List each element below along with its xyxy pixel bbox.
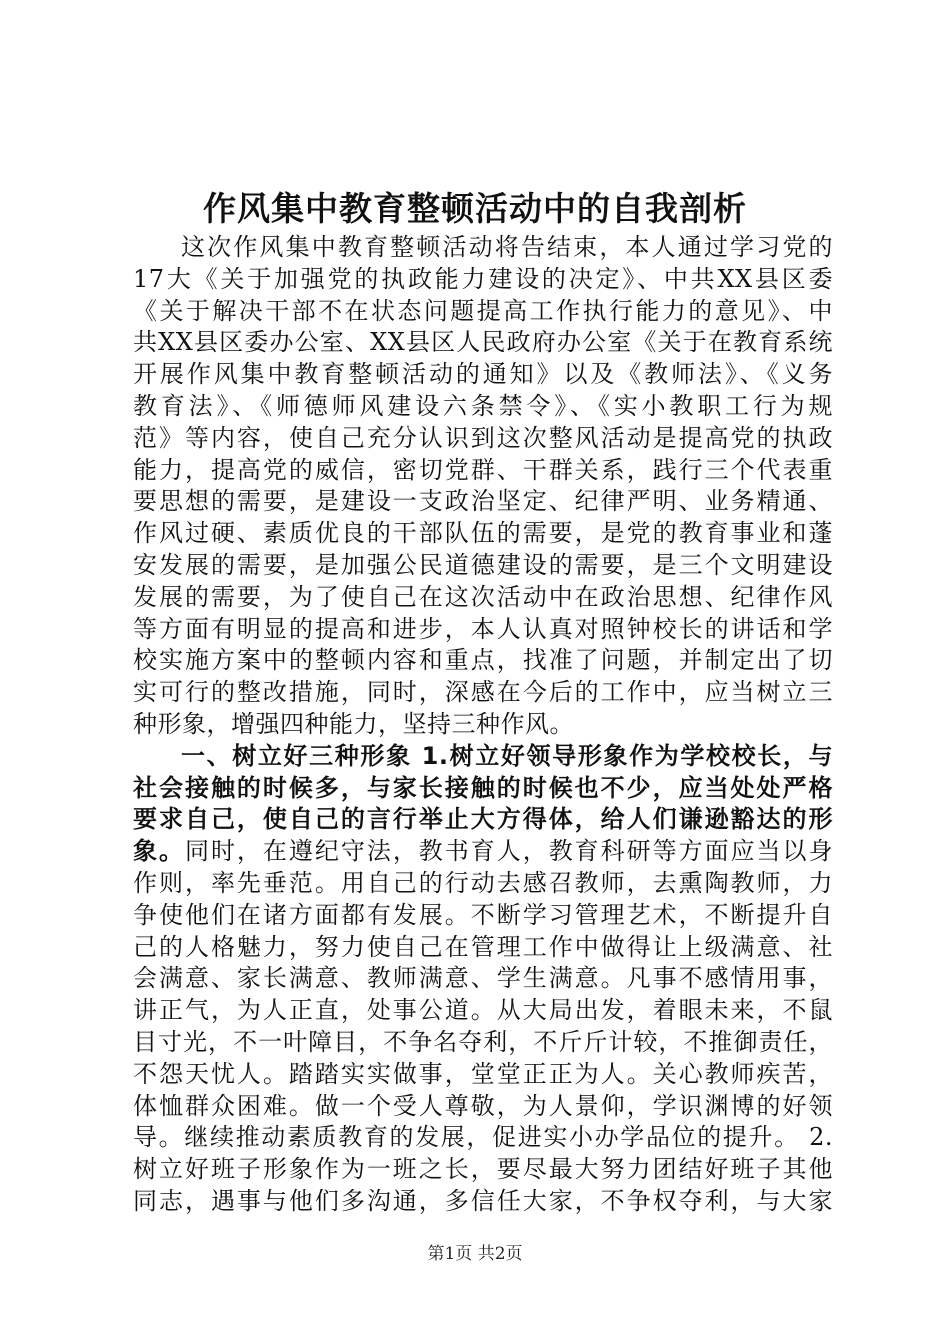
text-line: 校实施方案中的整顿内容和重点，找准了问题，并制定出了切 xyxy=(133,646,833,675)
text-line: 争使他们在诸方面都有发展。不断学习管理艺术，不断提升自 xyxy=(133,900,833,929)
text-line: 范》等内容，使自己充分认识到这次整风活动是提高党的执政 xyxy=(133,423,833,452)
text-line: 《关于解决干部不在状态问题提高工作执行能力的意见》、中 xyxy=(133,296,833,325)
text-line: 实可行的整改措施，同时，深感在今后的工作中，应当树立三 xyxy=(133,678,833,707)
text-line: 开展作风集中教育整顿活动的通知》以及《教师法》、《义务 xyxy=(133,360,833,389)
bold-text-line: 社会接触的时候多，与家长接触的时候也不少，应当处处严格 xyxy=(133,773,833,802)
text-line: 作风过硬、素质优良的干部队伍的需要，是党的教育事业和蓬 xyxy=(133,519,833,548)
text-line: 要思想的需要，是建设一支政治坚定、纪律严明、业务精通、 xyxy=(133,487,833,516)
text-fragment: 同时，在遵纪守法，教书育人，教育科研等方面应当以身 xyxy=(184,837,834,866)
text-line: 树立好班子形象作为一班之长，要尽最大努力团结好班子其他 xyxy=(133,1155,833,1184)
text-line: 不怨天忧人。踏踏实实做事，堂堂正正为人。关心教师疾苦， xyxy=(133,1059,833,1088)
text-line: 会满意、家长满意、教师满意、学生满意。凡事不感情用事， xyxy=(133,964,833,993)
document-body xyxy=(133,232,833,1218)
text-line: 安发展的需要，是加强公民道德建设的需要，是三个文明建设 xyxy=(133,550,833,579)
text-line: 作则，率先垂范。用自己的行动去感召教师，去熏陶教师，力 xyxy=(133,868,833,897)
bold-text-fragment: 象。 xyxy=(133,837,185,866)
text-line: 体恤群众困难。做一个受人尊敬，为人景仰，学识渊博的好领 xyxy=(133,1091,833,1120)
text-line: 这次作风集中教育整顿活动将告结束，本人通过学习党的 xyxy=(181,233,833,261)
bold-text-line: 要求自己，使自己的言行举止大方得体，给人们谦逊豁达的形 xyxy=(133,805,833,834)
text-line: 导。继续推动素质教育的发展，促进实小办学品位的提升。 2. xyxy=(133,1123,833,1152)
text-line: 等方面有明显的提高和进步，本人认真对照钟校长的讲话和学 xyxy=(133,614,833,643)
text-line: 讲正气，为人正直，处事公道。从大局出发，着眼未来，不鼠 xyxy=(133,996,833,1025)
text-line: 教育法》、《师德师风建设六条禁令》、《实小教职工行为规 xyxy=(133,391,833,420)
page-title: 作风集中教育整顿活动中的自我剖析 xyxy=(203,189,747,228)
mixed-text-line xyxy=(133,836,833,868)
text-line: 同志，遇事与他们多沟通，多信任大家，不争权夺利，与大家 xyxy=(133,1186,833,1215)
text-line: 己的人格魅力，努力使自己在管理工作中做得让上级满意、社 xyxy=(133,932,833,961)
page-number-footer: 第1页 共2页 xyxy=(427,1244,523,1264)
text-line: 17大《关于加强党的执政能力建设的决定》、中共XX县区委 xyxy=(133,264,833,293)
text-line: 种形象，增强四种能力，坚持三种作风。 xyxy=(133,709,574,738)
text-line: 发展的需要，为了使自己在这次活动中在政治思想、纪律作风 xyxy=(133,582,833,611)
text-line: 能力，提高党的威信，密切党群、干群关系，践行三个代表重 xyxy=(133,455,833,484)
text-line: 共XX县区委办公室、XX县区人民政府办公室《关于在教育系统 xyxy=(133,328,833,357)
text-line: 目寸光，不一叶障目，不争名夺利，不斤斤计较，不推御责任， xyxy=(133,1027,833,1056)
section-heading-line: 一、树立好三种形象 1.树立好领导形象作为学校校长，与 xyxy=(181,741,833,770)
